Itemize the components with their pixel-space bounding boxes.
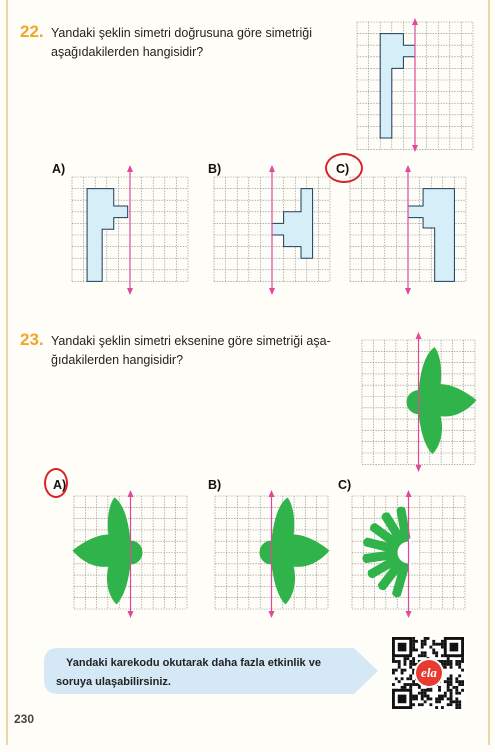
question-22-figure	[355, 18, 475, 153]
question-23-option-c-figure[interactable]	[352, 490, 472, 620]
question-23-option-a-figure[interactable]	[74, 490, 194, 620]
question-23-option-b-label[interactable]: B)	[208, 478, 222, 492]
shape-option-b	[272, 189, 313, 259]
given-flower-shape	[407, 347, 477, 454]
qr-banner-line1: Yandaki karekodu okutarak daha fazla etkinlik ve	[66, 657, 321, 669]
qr-code[interactable]	[392, 637, 466, 709]
question-22-number: 22.	[20, 22, 44, 41]
question-23-number: 23.	[20, 330, 44, 349]
question-22-text	[51, 24, 312, 62]
ela-logo-text: ela	[421, 665, 437, 680]
qr-banner-line2: soruya ulaşabilirsiniz.	[56, 676, 171, 688]
symmetry-line	[412, 18, 418, 152]
question-23-text-line1: Yandaki şeklin simetri eksenine göre simetriği aşa-	[51, 334, 331, 348]
question-22-option-c-label[interactable]: C)	[336, 162, 350, 176]
given-shape	[380, 34, 415, 138]
question-23-text	[51, 332, 331, 370]
question-22-text-line2: aşağıdakilerden hangisidir?	[51, 45, 204, 59]
question-22-option-a-label[interactable]: A)	[52, 162, 66, 176]
symmetry-line	[405, 165, 411, 295]
symmetry-line	[127, 165, 133, 295]
question-22-option-b-label[interactable]: B)	[208, 162, 222, 176]
question-22-option-c-figure[interactable]	[350, 165, 470, 295]
question-22-text-line1: Yandaki şeklin simetri doğrusuna göre simetriği	[51, 26, 312, 40]
flower-option-a	[73, 498, 143, 605]
grid	[357, 18, 473, 152]
page-number: 230	[14, 712, 35, 726]
question-23-option-a-label[interactable]: A)	[53, 478, 67, 492]
question-23-option-c-label[interactable]: C)	[338, 478, 352, 492]
question-23-option-b-figure[interactable]	[215, 490, 335, 620]
answer-circle-23	[44, 468, 68, 498]
flower-option-c	[362, 507, 419, 598]
question-23-text-line2: ğıdakilerden hangisidir?	[51, 353, 184, 367]
flower-option-b	[260, 498, 330, 605]
question-23-figure	[362, 332, 482, 472]
qr-banner-text	[56, 654, 366, 692]
question-22-option-b-figure[interactable]	[214, 165, 334, 295]
question-22-option-a-figure[interactable]	[72, 165, 192, 295]
ela-logo	[416, 660, 442, 686]
